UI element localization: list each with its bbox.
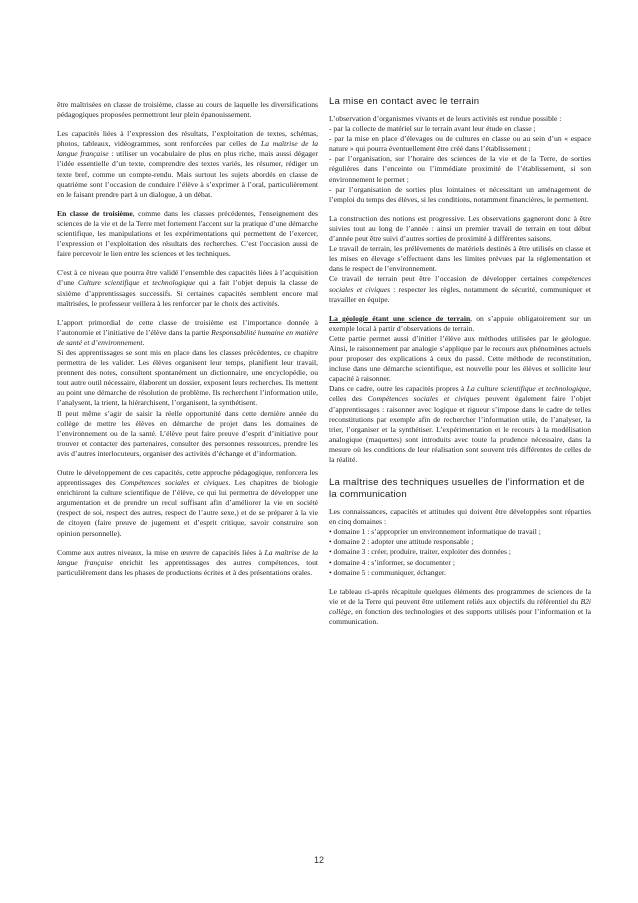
paragraph: Le tableau ci-après récapitule quelques éléments des programmes de sciences de la vie et de la Terre qui peuvent être utilement reliés aux objectifs du référentiel du B2i collège, en fonction des technologies et des supports utilisés pour l’information et la communication. <box>329 586 591 627</box>
emphasis: compétences sociales et civiques <box>329 274 591 294</box>
paragraph: Outre le développement de ces capacités, cette approche pédagogique, renforcera les apprentissages des Compétences sociales et civiques. Les chapitres de biologie enrichiront la culture scientifique de l’élève, ce qui lui permettra de développer une argumentation et de prendre un recul suffisant afin d’améliorer la vie en société (respect de soi, respect des autres, respect de l’autre sexe,) et de se préparer à la vie de citoyen (faire preuve de jugement et d’esprit critique, savoir construire son opinion personnelle). <box>57 468 318 538</box>
paragraph: En classe de troisième, comme dans les classes précédentes, l'enseignement des sciences de la vie et de la Terre met fortement l'accent sur la pratique d’une démarche scientifique, les manipulations et les expérimentations qui permettent de l’exercer, l’expression et l’exploitation des résultats des recherches. C’est l'occasion aussi de faire percevoir le lien entre les sciences et les techniques. <box>57 208 318 259</box>
paragraph: L’apport primordial de cette classe de troisième est l’importance donnée à l’autonomie et l’initiative de l’élève dans la partie Responsabilité humaine en matière de santé et d’environnement. <box>57 317 318 347</box>
list-item: • domaine 2 : adopter une attitude responsable ; <box>329 537 474 547</box>
section-heading: La mise en contact avec le terrain <box>329 96 480 107</box>
emphasis: Compétences sociales et civiques <box>367 394 480 404</box>
paragraph: Si des apprentissages se sont mis en place dans les classes précédentes, ce chapitre permettra de les valider. Les élèves organisent leur temps, planifient leur travail, prennent des notes, consultent spontanément un dictionnaire, une encyclopédie, ou tout autre outil nécessaire, élaborent un dossier, exposent leurs recherches. Ils mettent au point une démarche de résolution de problème. Ils recherchent l’information utile, l’analysent, la trient, la hiérarchisent, l’organisent, la synthétisent. <box>57 347 318 408</box>
bold-underlined-lead: La géologie étant une science de terrain <box>329 313 471 323</box>
list-item: • domaine 4 : s’informer, se documenter ; <box>329 557 455 567</box>
paragraph: Dans ce cadre, outre les capacités propres à La culture scientifique et technologique, celles des Compétences sociales et civiques peuvent également faire l’objet d’apprentissages : raisonner avec logique et rigueur s’impose dans le cadre de telles reconstitutions par exemple afin de rechercher l’information utile, de l’analyser, la trier, l’organiser et la synthétiser. L’expérimentation et le recours à la modélisation analogique (maquettes) sont introduits avec toute la prudence nécessaire, dans la mesure où les conditions de leur réalisation sont souvent très différentes de celles de la réalité. <box>329 384 591 464</box>
emphasis: La maîtrise de la langue française <box>57 139 318 159</box>
list-item: • domaine 3 : créer, produire, traiter, exploiter des données ; <box>329 547 511 557</box>
paragraph: C'est à ce niveau que pourra être validé l’ensemble des capacités liées à l’acquisition d’une Culture scientifique et technologique qui a fait l’objet depuis la classe de sixième d’apprentissages successifs. Si certaines capacités semblent encore mal maîtrisées, le professeur veillera à les renforcer par le choix des activités. <box>57 268 318 308</box>
paragraph: Les connaissances, capacités et attitudes qui doivent être développées sont réparties en cinq domaines : <box>329 507 591 527</box>
emphasis: Responsabilité humaine en matière de santé et d’environnement <box>57 327 318 347</box>
paragraph: La construction des notions est progressive. Les observations gagneront donc à être suivies tout au long de l’année : ainsi un premier travail de terrain en tout début d’année peut être suivi d’autres sorties de proximité à différentes saisons. <box>329 213 591 244</box>
emphasis: La culture scientifique et technologique <box>466 384 590 394</box>
list-item: • domaine 5 : communiquer, échanger. <box>329 567 446 577</box>
list-item: • domaine 1 : s’approprier un environnement informatique de travail ; <box>329 527 541 537</box>
paragraph: La géologie étant une science de terrain, on s’appuie obligatoirement sur un exemple local à partir d’observations de terrain. <box>329 313 591 333</box>
paragraph: L’observation d’organismes vivants et de leurs activités est rendue possible : <box>329 114 562 123</box>
list-item: - par l’organisation, sur l’horaire des sciences de la vie et de la Terre, de sorties régulières dans l’enceinte ou l’immédiate proximité de l’établissement, si son environnement le permet ; <box>329 154 591 184</box>
list-item: - par la mise en place d’élevages ou de cultures en classe ou au sein d’un « espace nature » qui pourra éventuellement être créé dans l’établissement ; <box>329 134 591 154</box>
paragraph: Il peut même s’agir de saisir la réelle opportunité dans cette dernière année du collège de mettre les élèves en démarche de projet dans les domaines de l’environnement ou de la santé. L’élève peut faire preuve d’esprit d’initiative pour trouver et contacter des partenaires, consulter des personnes ressources, prendre les avis d’autres interlocuteurs, organiser des activités d’échange et d’information. <box>57 408 318 458</box>
paragraph: Les capacités liées à l’expression des résultats, l’exploitation de textes, schémas, photos, tableaux, vidéogrammes, sont renforcées par celles de La maîtrise de la langue française : utiliser un vocabulaire de plus en plus riche, mais aussi dégager l’idée essentielle d’un texte, comprendre des textes variés, les résumer, rédiger un texte bref, comme un compte-rendu. Mais surtout les sujets abordés en classe de quatrième sont l’occasion de conduire l’élève à s’exprimer à l’oral, particulièrement en le faisant prendre part à un dialogue, à un débat. <box>57 129 319 199</box>
right-column <box>329 96 591 636</box>
paragraph: être maîtrisées en classe de troisième, classe au cours de laquelle les diversifications pédagogiques proposées permettront leur plein épanouissement. <box>57 100 318 120</box>
bold-lead: En classe de troisième <box>57 208 133 218</box>
emphasis: Compétences sociales et civiques <box>120 478 229 488</box>
emphasis: B2i collège <box>329 596 591 616</box>
emphasis: Culture scientifique et technologique <box>77 278 196 288</box>
left-column <box>57 100 318 587</box>
paragraph: Le travail de terrain, les prélèvements de matériels destinés à être utilisés en classe et les mises en élevage s’effectuent dans les limites prévues par la réglementation et dans le respect de l’environnement. <box>329 244 591 274</box>
paragraph: Ce travail de terrain peut être l’occasion de développer certaines compétences sociales et civiques : respecter les règles, notamment de sécurité, communiquer et travailler en équipe. <box>329 274 592 304</box>
list-item: - par l’organisation de sorties plus lointaines et nécessitant un aménagement de l’emploi du temps des élèves, si les conditions, notamment financières, le permettent. <box>329 184 591 204</box>
paragraph: Cette partie permet aussi d’initier l’élève aux méthodes utilisées par le géologue. Ainsi, le raisonnement par analogie s’applique par le recours aux phénomènes actuels pour proposer des explications à ceux du passé. Cette méthode de reconstitution, incluse dans une démarche scientifique, est nouvelle pour les élèves et sollicite leur capacité à raisonner. <box>329 333 591 384</box>
emphasis: La maîtrise de la langue française <box>57 547 318 567</box>
page-number: 12 <box>313 855 324 865</box>
list-item: - par la collecte de matériel sur le terrain avant leur étude en classe ; <box>329 124 536 134</box>
section-heading: La maîtrise des techniques usuelles de l’information et de la communication <box>329 477 585 501</box>
paragraph: Comme aux autres niveaux, la mise en œuvre de capacités liées à La maîtrise de la langue française enrichit les apprentissages des autres compétences, tout particulièrement dans les phases de productions écrites et à des présentations orales. <box>57 547 319 577</box>
